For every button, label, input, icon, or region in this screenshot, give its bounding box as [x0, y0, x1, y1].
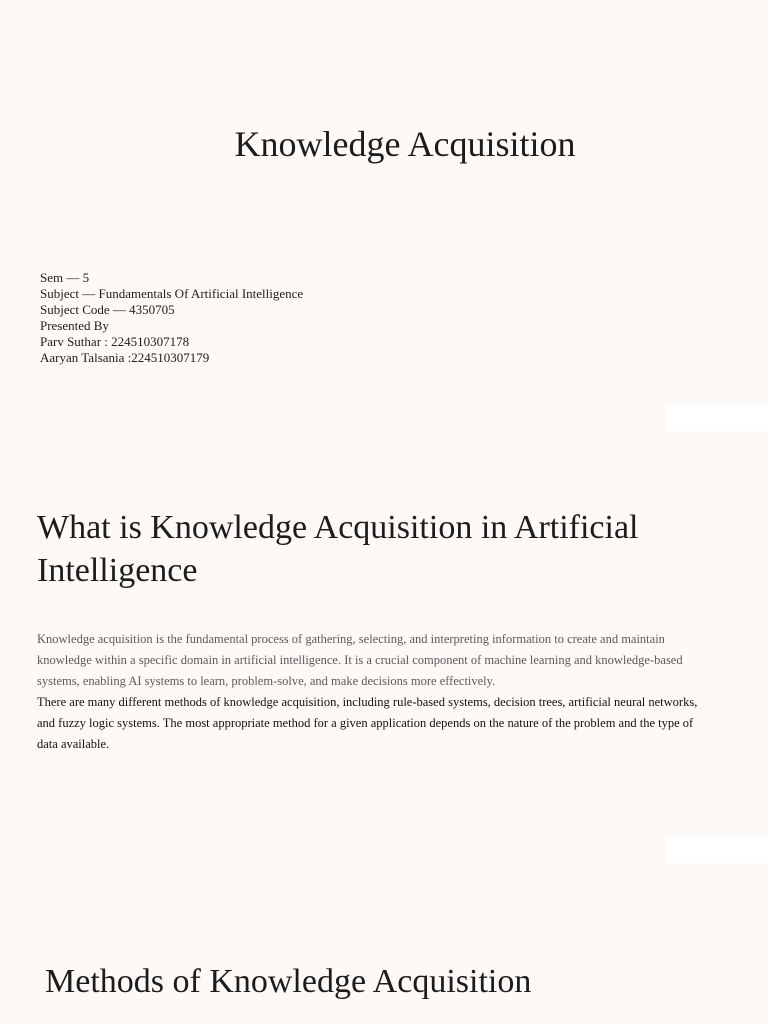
title-slide	[0, 0, 768, 432]
definition-paragraph: Knowledge acquisition is the fundamental process of gathering, selecting, and interpreting information to create and maintain knowledge within a specific domain in artificial intelligence. It is a crucial component of machine learning and knowledge-based systems, enabling AI systems to learn, problem-solve, and make decisions more effectively.	[37, 632, 683, 688]
subject-line: Subject — Fundamentals Of Artificial Intelligence	[40, 286, 304, 301]
methods-title: Methods of Knowledge Acquisition	[45, 963, 532, 1000]
methods-overview-paragraph: There are many different methods of knowledge acquisition, including rule-based systems, decision trees, artificial neural networks, and fuzzy logic systems. The most appropriate method for a given application depends on the nature of the problem and the type of data available.	[37, 695, 698, 751]
slide-corner-tab	[666, 405, 768, 431]
presenter-2-line: Aaryan Talsania :224510307179	[40, 350, 210, 365]
definition-slide	[0, 432, 768, 864]
presented-by-line: Presented By	[40, 318, 109, 333]
presentation-info	[40, 270, 303, 366]
methods-slide	[0, 864, 768, 1024]
slide-corner-tab	[666, 837, 768, 863]
semester-line: Sem — 5	[40, 270, 90, 285]
presenter-1-line: Parv Suthar : 224510307178	[40, 334, 190, 349]
definition-title: What is Knowledge Acquisition in Artificial Intelligence	[37, 509, 639, 589]
definition-body	[37, 629, 717, 755]
subject-code-line: Subject Code — 4350705	[40, 302, 175, 317]
presentation-title: Knowledge Acquisition	[234, 124, 576, 164]
